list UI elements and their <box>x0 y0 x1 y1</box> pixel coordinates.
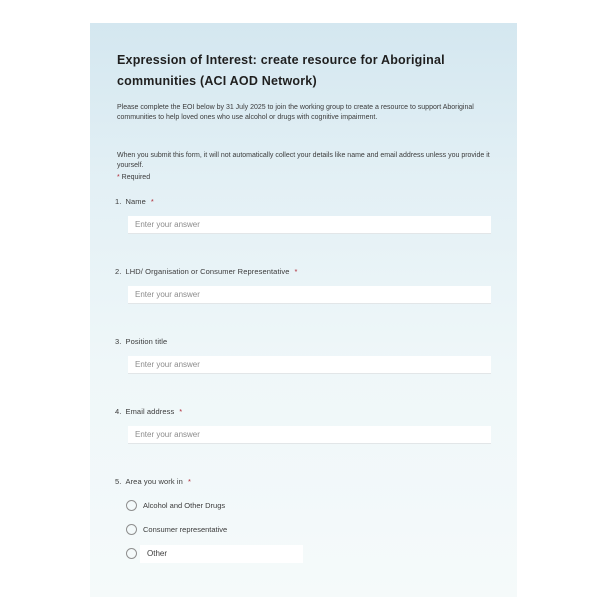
question-number: 3. <box>115 336 122 346</box>
question-organisation <box>115 267 490 304</box>
form-description: Please complete the EOI below by 31 July 2025 to join the working group to create a resource to support Aboriginal communities to help loved ones who use alcohol or drugs with cognitive impairment. <box>117 103 474 121</box>
email-input[interactable] <box>128 426 491 444</box>
privacy-note: When you submit this form, it will not automatically collect your details like name and email address unless you provide it yourself. <box>117 151 490 169</box>
question-number: 5. <box>115 476 122 486</box>
question-label <box>115 197 490 206</box>
option-label: Alcohol and Other Drugs <box>143 501 226 510</box>
option-other[interactable] <box>126 546 490 562</box>
required-asterisk: * <box>179 406 183 416</box>
required-asterisk: * <box>187 476 191 486</box>
question-number: 1. <box>115 196 122 206</box>
question-label <box>115 267 490 276</box>
required-asterisk: * <box>117 173 120 181</box>
other-option-input[interactable] <box>140 545 303 563</box>
options-group <box>126 498 490 562</box>
form-title: Expression of Interest: create resource for Aboriginal communities (ACI AOD Network) <box>117 53 445 89</box>
question-number: 4. <box>115 406 122 416</box>
required-note-label: Required <box>119 173 151 181</box>
question-number: 2. <box>115 266 122 276</box>
organisation-input[interactable] <box>128 286 491 304</box>
form-content <box>90 23 517 562</box>
option-consumer-representative[interactable] <box>126 522 490 538</box>
question-email <box>115 407 490 444</box>
form-container <box>90 23 517 597</box>
option-alcohol-and-other-drugs[interactable] <box>126 498 490 514</box>
question-position-title <box>115 337 490 374</box>
question-area-you-work-in <box>115 477 490 562</box>
position-title-input[interactable] <box>128 356 491 374</box>
radio-icon[interactable] <box>126 548 137 559</box>
question-label <box>115 337 490 346</box>
name-input[interactable] <box>128 216 491 234</box>
required-asterisk: * <box>150 196 154 206</box>
required-note <box>117 174 490 181</box>
option-label: Consumer representative <box>143 525 228 534</box>
question-text: LHD/ Organisation or Consumer Representative <box>125 266 290 276</box>
question-name <box>115 197 490 234</box>
radio-icon[interactable] <box>126 500 137 511</box>
radio-icon[interactable] <box>126 524 137 535</box>
question-text: Position title <box>125 336 168 346</box>
question-text: Area you work in <box>125 476 183 486</box>
required-asterisk: * <box>294 266 298 276</box>
question-text: Email address <box>125 406 175 416</box>
question-text: Name <box>125 196 146 206</box>
question-label <box>115 407 490 416</box>
question-label <box>115 477 490 486</box>
